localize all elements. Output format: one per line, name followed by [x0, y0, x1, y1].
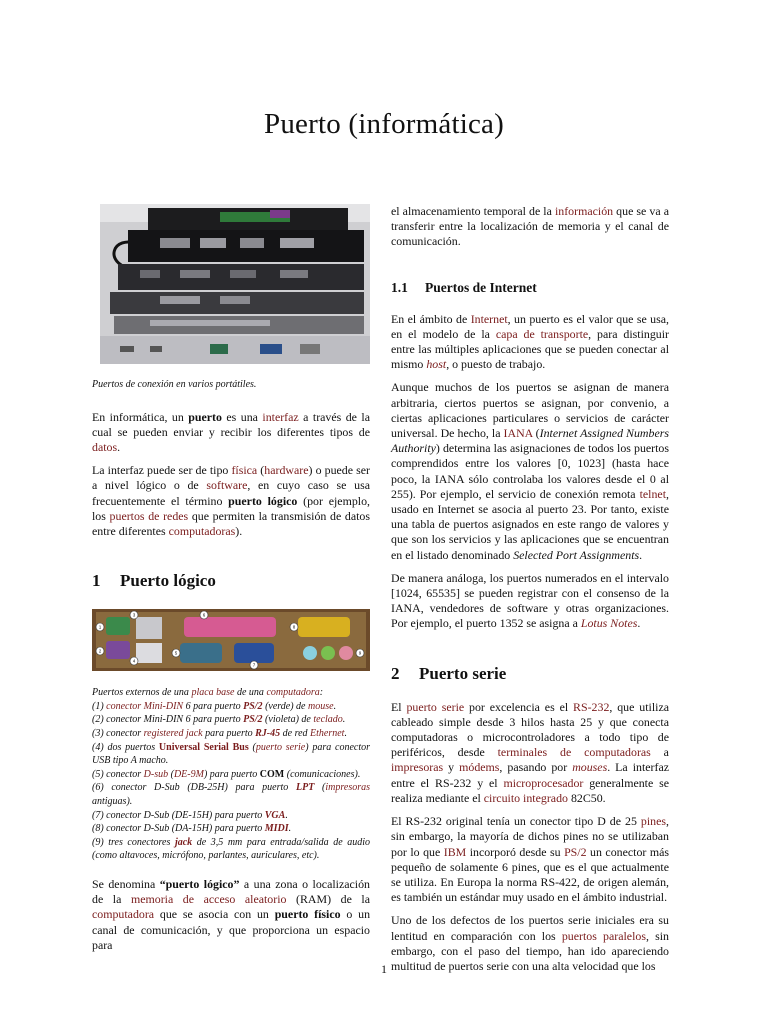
wiki-link[interactable]: microprocesador — [503, 775, 584, 790]
callout-4: 4 — [132, 658, 136, 664]
text-run: ( — [248, 741, 256, 753]
caption-line — [92, 700, 370, 714]
text-run: de red — [280, 728, 311, 739]
wiki-link[interactable]: VGA — [264, 809, 286, 821]
text-run: por excelencia es el — [464, 699, 574, 714]
text-run: que se va a transferir entre la localización de memoria y el canal de comunicación. — [391, 204, 669, 249]
text-run: que se asocia con un — [154, 907, 275, 922]
text-run: de 3,5 mm para entrada/salida de audio (como altavoces, micrófono, parlantes, auriculares, etc). — [92, 836, 371, 862]
paragraph — [391, 571, 669, 632]
wiki-link[interactable]: PS/2 — [564, 844, 587, 859]
text-run: (RAM) de la — [286, 892, 371, 907]
wiki-link[interactable]: computadora — [92, 907, 155, 922]
wiki-link[interactable]: Internet — [470, 311, 508, 326]
wiki-link[interactable]: impresoras — [391, 760, 444, 775]
wiki-link[interactable]: información — [554, 204, 614, 218]
text-run: , sin embargo, con el paso del tiempo, han ido apareciendo multitud de puertos serie con una alta velocidad que los — [391, 928, 669, 973]
text-run: (1) — [92, 700, 107, 712]
text-run: El RS-232 original tenía un conector tipo D de 25 — [391, 814, 641, 829]
motherboard-ports-photo — [92, 609, 370, 671]
section-2-heading — [391, 664, 669, 684]
caption-line — [92, 822, 370, 836]
continued-paragraph — [391, 204, 669, 250]
text-run: ) determina las asignaciones de todos los puertos comprendidos entre los valores [0, 1023] (hasta hace poco, la IANA sólo controlaba los valores desde el 0 al 255). Por ejemplo, el servicio de conexión remota — [391, 441, 669, 501]
callout-9: 9 — [358, 650, 362, 656]
caption-line — [92, 741, 370, 768]
text-run: ( — [257, 463, 265, 478]
paragraph — [92, 410, 370, 456]
paragraph — [92, 877, 370, 953]
text-run: (6) conector D-Sub (DB-25H) para puerto — [92, 782, 296, 794]
paragraph — [391, 380, 669, 562]
text-run: ( — [314, 782, 326, 794]
bold-text: puerto — [188, 409, 222, 424]
text-run: ) o puede ser a nivel lógico o de — [92, 463, 370, 493]
wiki-link[interactable]: computadora — [266, 687, 320, 699]
text-run: o un canal de comunicación, y que proporciona un espacio para — [92, 907, 371, 952]
wiki-link[interactable]: datos — [92, 440, 118, 454]
text-run: De manera análoga, los puertos numerados en el intervalo [1024, 65535] se pueden registrar con el consenso de la IANA, vendedores de software y otras organizaciones. Por ejemplo, el puerto 1352 se asigna a — [391, 570, 669, 631]
callout-7: 7 — [252, 662, 256, 668]
wiki-link[interactable]: RJ-45 — [255, 728, 281, 739]
bold-text: COM — [259, 768, 285, 780]
paragraph — [391, 204, 669, 250]
bold-text: puerto lógico — [228, 493, 298, 508]
wiki-link[interactable]: puertos de redes — [109, 508, 189, 523]
section-1-number: 1 — [92, 571, 101, 591]
wiki-link[interactable]: teclado — [313, 714, 343, 726]
text-run: que permiten la transmisión de datos entre diferentes — [92, 508, 370, 539]
caption-line — [92, 809, 370, 823]
text-run: La interfaz puede ser de tipo — [92, 463, 232, 478]
text-run: (7) conector D-Sub (DE-15H) para puerto — [92, 809, 265, 821]
caption-line — [92, 727, 370, 741]
wiki-link[interactable]: D-sub — [143, 768, 169, 780]
text-run: En informática, un — [92, 409, 189, 424]
intro-paragraphs — [92, 410, 370, 540]
text-run: . — [342, 714, 346, 726]
text-run: . — [344, 728, 347, 739]
paragraph — [391, 814, 669, 905]
text-run: , que utiliza cableado simple desde 3 hilos hasta 25 y que conecta computadoras o microcontroladores a todo tipo de periféricos, desde — [391, 699, 669, 760]
callout-5: 5 — [174, 650, 178, 656]
wiki-link[interactable]: placa base — [191, 687, 235, 699]
bold-text: puerto físico — [274, 907, 341, 922]
wiki-link[interactable]: conector Mini-DIN — [106, 700, 184, 712]
wiki-link[interactable]: Universal Serial Bus — [158, 741, 249, 753]
subsection-1-1-title: Puertos de Internet — [425, 279, 537, 295]
text-run: . — [639, 547, 643, 562]
wiki-link[interactable]: mouse — [308, 700, 334, 712]
text-run: , en cuyo caso se usa frecuentemente el término — [92, 478, 371, 508]
text-run: . La interfaz entre el RS-232 y el — [391, 760, 670, 790]
laptops-photo — [100, 204, 370, 364]
caption-line — [92, 713, 370, 727]
text-run: antiguas). — [92, 795, 133, 807]
wiki-link[interactable]: capa de transporte — [495, 326, 589, 341]
wiki-link[interactable]: puerto serie — [406, 699, 465, 714]
text-run: un conector más pequeño de solamente 6 pines, que es el que actualmente se utiliza. En Europa la norma RS-422, de origen alemán, es también un estándar muy usado en el ámbito industrial. — [391, 844, 669, 905]
caption-line — [92, 768, 370, 782]
wiki-link[interactable]: interfaz — [262, 409, 299, 424]
page-title: Puerto (informática) — [264, 108, 504, 140]
text-run: . — [637, 616, 641, 631]
text-run: de una — [234, 687, 267, 699]
text-run: . — [117, 440, 121, 454]
internet-ports-paragraphs — [391, 312, 669, 632]
serial-port-paragraphs — [391, 700, 669, 974]
callout-1: 1 — [98, 624, 102, 630]
text-run: (por ejemplo, los — [92, 493, 370, 523]
paragraph — [391, 700, 669, 806]
text-run: , un puerto es el valor que se usa, en el modelo de la — [391, 311, 669, 341]
italic-text: Selected Port Assignments — [513, 547, 640, 562]
wiki-link[interactable]: física — [231, 463, 258, 478]
wiki-link[interactable]: módems — [459, 760, 500, 775]
wiki-link[interactable]: IANA — [503, 426, 533, 441]
section-1-title: Puerto lógico — [120, 571, 216, 591]
text-run: el almacenamiento temporal de la — [391, 204, 555, 218]
wiki-link[interactable]: impresoras — [325, 782, 370, 794]
text-run: (5) conector — [92, 768, 144, 780]
caption-line — [92, 686, 370, 700]
section-1-heading — [92, 571, 370, 591]
text-run: Se denomina — [92, 876, 160, 891]
text-run: , usado en Internet se asocia al puerto 23. Por tanto, existe una tabla de puertos asignados en este rango de valores y que son los servicios y las aplicaciones que se encuentran en el listado denominado — [391, 486, 669, 562]
wiki-link[interactable]: host — [426, 357, 447, 372]
text-run: , para distinguir entre las múltiples aplicaciones que se pueden conectar al mismo — [391, 326, 669, 372]
text-run: , o puesto de trabajo. — [446, 357, 546, 372]
text-run: para puerto — [202, 728, 256, 739]
section-2-title: Puerto serie — [419, 663, 507, 683]
text-run: (2) conector Mini-DIN 6 para puerto — [92, 714, 244, 726]
text-run: . — [285, 809, 288, 821]
wiki-link[interactable]: computadoras — [168, 524, 236, 539]
wiki-link[interactable]: memoria de acceso aleatorio — [130, 892, 287, 907]
text-run: a través de la cual se pueden enviar y recibir los diferentes tipos de — [92, 409, 370, 439]
text-run: ) para puerto — [203, 768, 260, 780]
text-run: En el ámbito de — [391, 311, 471, 326]
text-run: 6 para puerto — [183, 700, 244, 712]
text-run: es una — [221, 409, 263, 424]
caption-line — [92, 836, 370, 863]
wiki-link[interactable]: pines — [640, 814, 667, 829]
text-run: (violeta) de — [262, 714, 314, 726]
callout-3: 3 — [132, 612, 136, 618]
wiki-link[interactable]: Lotus Notes — [580, 616, 638, 631]
subsection-1-1-heading — [391, 280, 669, 296]
callout-2: 2 — [98, 648, 102, 654]
text-run: (3) conector — [92, 728, 144, 739]
wiki-link[interactable]: LPT — [295, 782, 315, 794]
text-run: generalmente se realiza mediante el — [391, 775, 669, 805]
figure1-caption: Puertos de conexión en varios portátiles. — [92, 379, 257, 390]
wiki-link[interactable]: puertos paralelos — [561, 928, 646, 943]
wiki-link[interactable]: PS/2 — [243, 714, 263, 726]
right-column — [391, 204, 669, 982]
wiki-link[interactable]: registered jack — [143, 728, 203, 739]
bold-text: “puerto lógico” — [159, 876, 240, 891]
wiki-link[interactable]: terminales de computadoras — [497, 745, 651, 760]
wiki-link[interactable]: puerto serie — [255, 741, 306, 753]
text-run: ). — [235, 524, 243, 539]
paragraph — [92, 463, 370, 539]
wiki-link[interactable]: RS-232 — [573, 699, 610, 714]
text-run: , pasando por — [499, 760, 573, 775]
text-run: . — [288, 823, 292, 835]
wiki-link[interactable]: telnet — [639, 486, 667, 501]
text-run: El — [391, 699, 407, 714]
text-run: (4) dos puertos — [92, 741, 159, 753]
text-run: ) para conector USB tipo A macho. — [92, 741, 370, 767]
wiki-link[interactable]: PS/2 — [243, 700, 263, 712]
wiki-link[interactable]: MIDI — [264, 823, 289, 835]
section-2-number: 2 — [391, 663, 400, 683]
text-run: ( — [168, 768, 174, 780]
text-run: . — [333, 700, 337, 712]
text-run: 82C50. — [567, 790, 606, 805]
subsection-1-1-number: 1.1 — [391, 279, 408, 295]
paragraph — [391, 312, 669, 373]
caption-line — [92, 781, 370, 808]
wiki-link[interactable]: software — [206, 478, 248, 493]
logical-port-paragraph — [92, 877, 370, 953]
callout-8: 8 — [292, 624, 296, 630]
text-run: (comunicaciones). — [284, 768, 361, 780]
text-run: a — [650, 745, 669, 760]
text-run: (verde) de — [262, 700, 308, 712]
italic-text: Internet Assigned Numbers Authority — [391, 426, 669, 456]
figure2-caption — [92, 686, 370, 863]
text-run: Puertos externos de una — [92, 687, 192, 699]
text-run: ( — [532, 426, 540, 441]
wiki-link[interactable]: IBM — [443, 844, 467, 859]
left-column — [92, 204, 370, 961]
text-run: Aunque muchos de los puertos se asignan de manera arbitraria, ciertos puertos se asignan, por convenio, a ciertas aplicaciones particulares o servicios de carácter universal. De hecho, la — [391, 380, 669, 441]
wiki-link[interactable]: circuito integrado — [483, 790, 568, 805]
text-run: Uno de los defectos de los puertos serie iniciales era su lentitud en comparación con los — [391, 913, 669, 943]
callout-6: 6 — [202, 612, 206, 618]
text-run: , sin embargo, la mayoría de dichos pines no se utilizaban por lo que — [391, 814, 669, 859]
text-run: a una zona o localización de la — [92, 876, 370, 907]
wiki-link[interactable]: Ethernet — [310, 728, 345, 739]
text-run: : — [319, 687, 324, 699]
text-run: incorporó desde su — [466, 844, 565, 859]
text-run: y — [443, 760, 460, 775]
wiki-link[interactable]: hardware — [264, 463, 309, 478]
wiki-link[interactable]: mouses — [572, 760, 608, 775]
text-run: (8) conector D-Sub (DA-15H) para puerto — [92, 823, 265, 835]
wiki-link[interactable]: DE-9M — [173, 768, 204, 780]
page-number: 1 — [381, 962, 387, 976]
text-run: (9) tres conectores — [92, 836, 175, 848]
wiki-link[interactable]: jack — [174, 836, 193, 848]
